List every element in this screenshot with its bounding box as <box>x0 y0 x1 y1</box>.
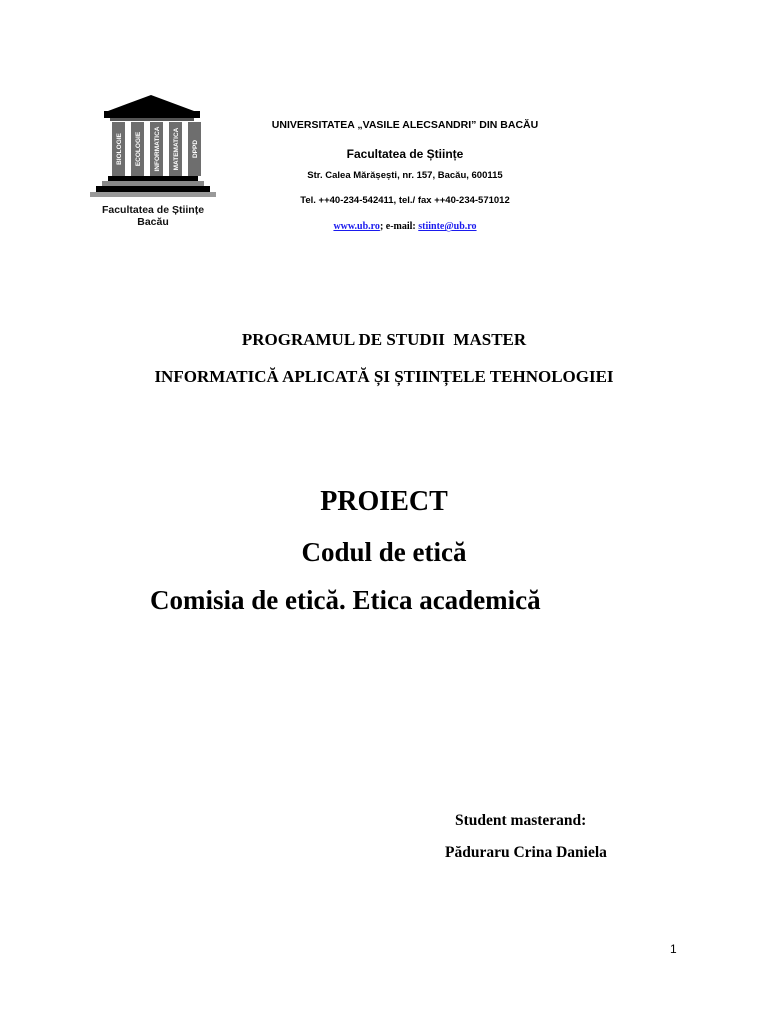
faculty-logo <box>88 94 218 230</box>
student-label: Student masterand: <box>455 812 587 829</box>
logo-column-label: ECOLOGIE <box>135 131 142 167</box>
project-title: Codul de etică <box>301 537 467 567</box>
logo-column-label: INFORMATICA <box>154 126 161 172</box>
logo-column-label: MATEMATICA <box>173 127 180 171</box>
program-name: INFORMATICĂ APLICATĂ ȘI ȘTIINȚELE TEHNOLOGIEI <box>154 367 614 386</box>
email-label: ; e-mail: <box>379 221 419 232</box>
contact-links <box>230 221 580 232</box>
email-link[interactable]: stiinte@ub.ro <box>418 221 477 232</box>
website-link[interactable]: www.ub.ro <box>333 221 380 232</box>
faculty-address: Str. Calea Mărășești, nr. 157, Bacău, 600115 <box>307 170 503 181</box>
project-subtitle: Comisia de etică. Etica academică <box>150 585 541 615</box>
project-label: PROIECT <box>320 486 448 517</box>
student-name: Păduraru Crina Daniela <box>445 844 607 861</box>
logo-caption-line2: Bacău <box>137 216 169 228</box>
logo-caption-line1: Facultatea de Științe <box>101 204 205 216</box>
page-number: 1 <box>670 942 677 956</box>
building-logo-icon <box>88 94 218 204</box>
faculty-phone: Tel. ++40-234-542411, tel./ fax ++40-234-571012 <box>300 195 510 206</box>
university-name: UNIVERSITATEA „VASILE ALECSANDRI” DIN BACĂU <box>271 119 539 131</box>
faculty-name: Facultatea de Științe <box>346 147 464 161</box>
logo-column-label: BIOLOGIE <box>116 133 123 165</box>
logo-column-label: DPPD <box>192 139 199 159</box>
program-title: PROGRAMUL DE STUDII MASTER <box>241 330 527 349</box>
